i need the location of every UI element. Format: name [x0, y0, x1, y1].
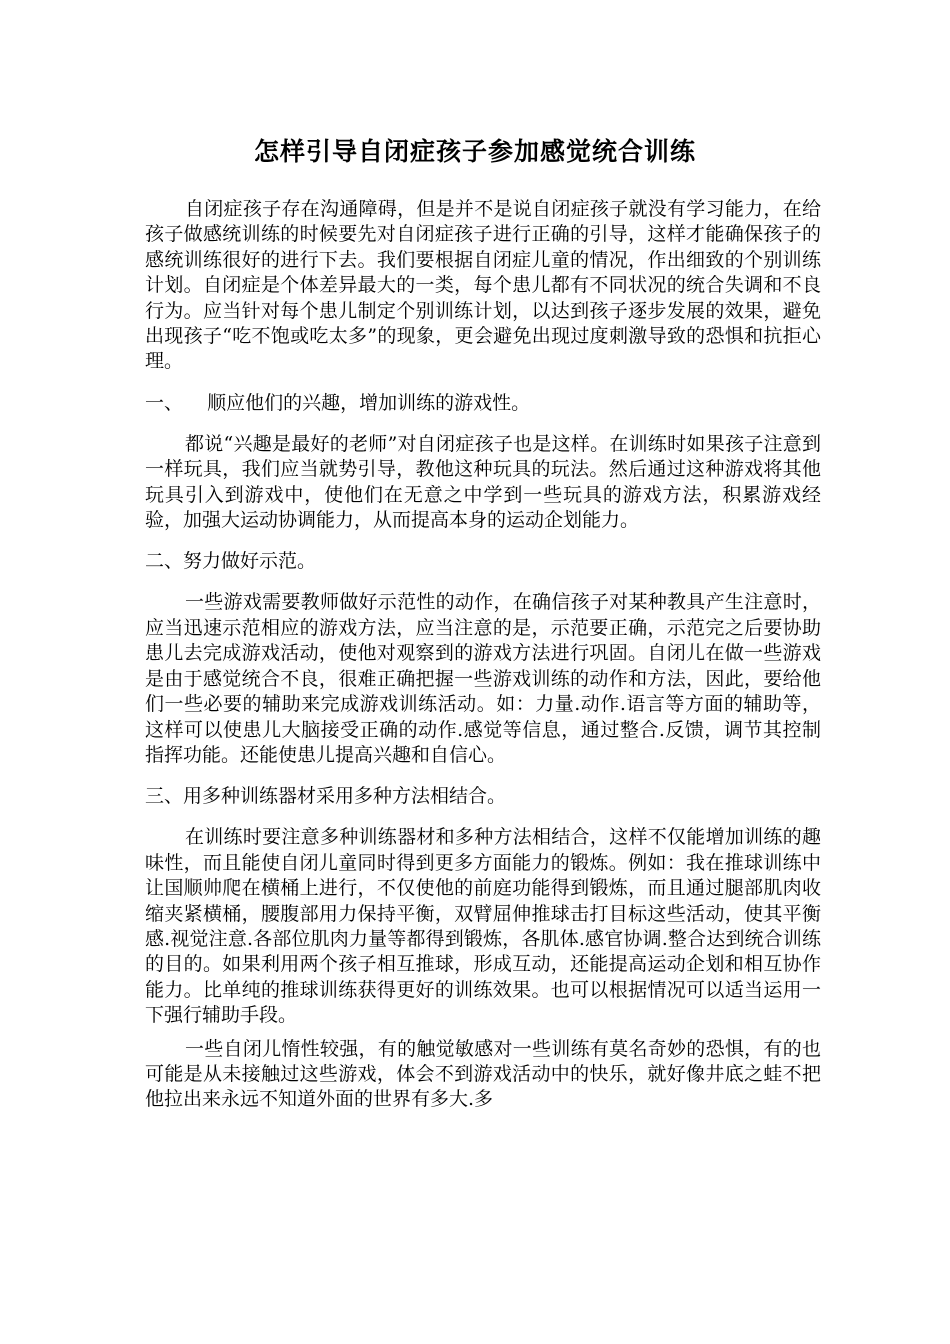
section-1-heading: 一、 顺应他们的兴趣，增加训练的游戏性。: [145, 391, 531, 414]
section-3-paragraph: 在训练时要注意多种训练器材和多种方法相结合，这样不仅能增加训练的趣味性，而且能使自闭儿童同时得到更多方面能力的锻炼。例如：我在推球训练中让国顺帅爬在横桶上进行，不仅使他的前庭功能得到锻炼，而且通过腿部肌肉收缩夹紧横桶，腰腹部用力保持平衡，双臂屈伸推球击打目标这些活动，使其平衡感.视觉注意.各部位肌肉力量等都得到锻炼，各肌体.感官协调.整合达到统合训练的目的。如果利用两个孩子相互推球，形成互动，还能提高运动企划和相互协作能力。比单纯的推球训练获得更好的训练效果。也可以根据情况可以适当运用一下强行辅助手段。: [145, 826, 821, 1027]
intro-paragraph: 自闭症孩子存在沟通障碍，但是并不是说自闭症孩子就没有学习能力，在给孩子做感统训练的时候要先对自闭症孩子进行正确的引导，这样才能确保孩子的感统训练很好的进行下去。我们要根据自闭症儿童的情况，作出细致的个别训练计划。自闭症是个体差异最大的一类，每个患儿都有不同状况的统合失调和不良行为。应当针对每个患儿制定个别训练计划，以达到孩子逐步发展的效果，避免出现孩子“吃不饱或吃太多”的现象，更会避免出现过度刺激导致的恐惧和抗拒心理。: [145, 198, 821, 373]
section-2-heading: 二、努力做好示范。: [145, 550, 317, 573]
section-3-heading: 三、用多种训练器材采用多种方法相结合。: [145, 785, 507, 808]
section-2-paragraph: 一些游戏需要教师做好示范性的动作，在确信孩子对某种教具产生注意时，应当迅速示范相应的游戏方法，应当注意的是，示范要正确，示范完之后要协助患儿去完成游戏活动，使他对观察到的游戏方法进行巩固。自闭儿在做一些游戏是由于感觉统合不良，很难正确把握一些游戏训练的动作和方法，因此，要给他们一些必要的辅助来完成游戏训练活动。如：力量.动作.语言等方面的辅助等，这样可以使患儿大脑接受正确的动作.感觉等信息，通过整合.反馈，调节其控制指挥功能。还能使患儿提高兴趣和自信心。: [145, 591, 821, 766]
document-title: 怎样引导自闭症孩子参加感觉统合训练: [253, 137, 696, 166]
section-1-paragraph: 都说“兴趣是最好的老师”对自闭症孩子也是这样。在训练时如果孩子注意到一样玩具，我们应当就势引导，教他这种玩具的玩法。然后通过这种游戏将其他玩具引入到游戏中，使他们在无意之中学到一些玩具的游戏方法，积累游戏经验，加强大运动协调能力，从而提高本身的运动企划能力。: [145, 432, 821, 532]
section-3-paragraph-continued: 一些自闭儿惰性较强，有的触觉敏感对一些训练有莫名奇妙的恐惧，有的也可能是从未接触过这些游戏，体会不到游戏活动中的快乐，就好像井底之蛙不把他拉出来永远不知道外面的世界有多大.多: [145, 1037, 821, 1111]
document-body: [145, 197, 821, 1113]
